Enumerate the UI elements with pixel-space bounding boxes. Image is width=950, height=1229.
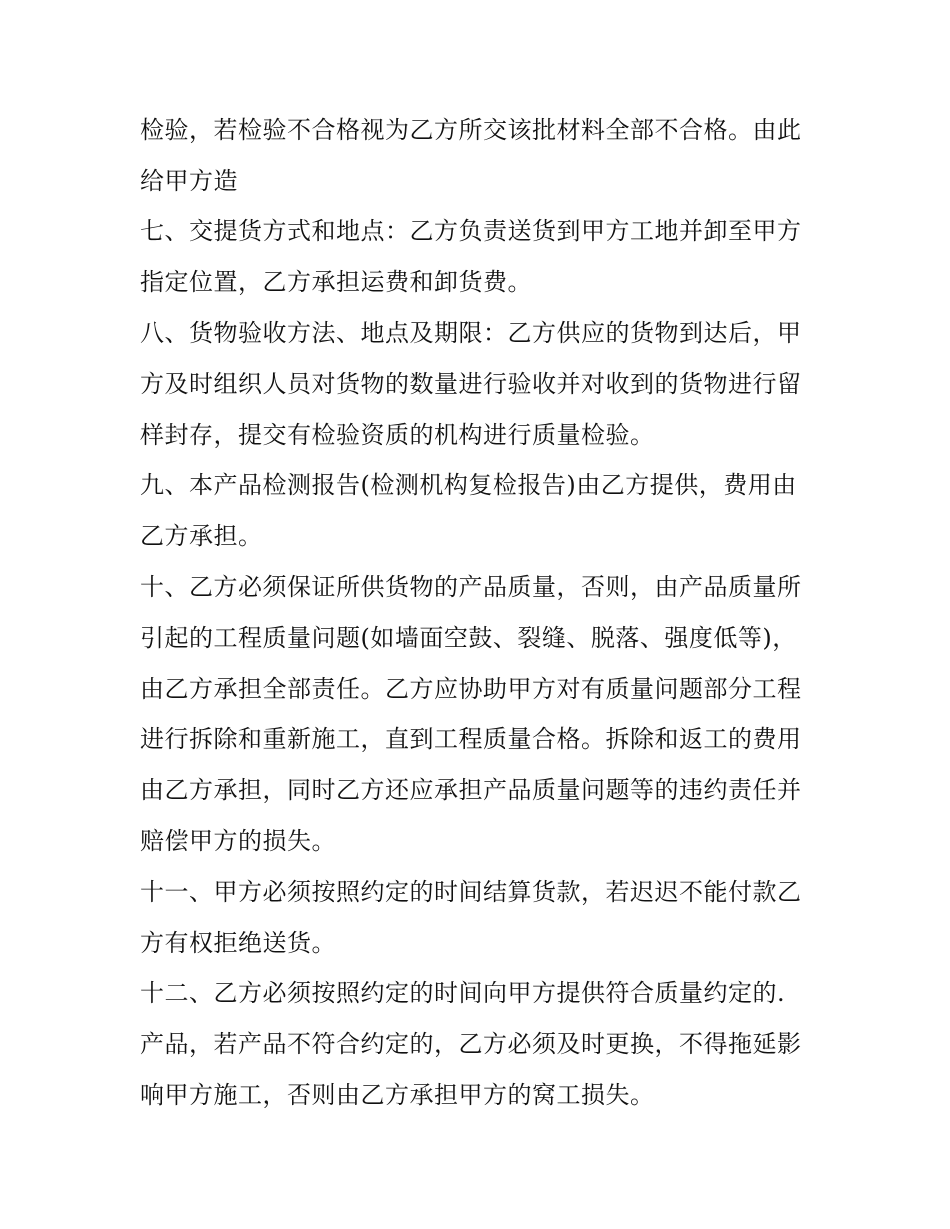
text-line: 十一、甲方必须按照约定的时间结算货款，若迟迟不能付款乙 — [140, 878, 802, 906]
text-line: 十二、乙方必须按照约定的时间向甲方提供符合质量约定的. — [140, 979, 786, 1007]
text-line: 赔偿甲方的损失。 — [140, 827, 336, 855]
text-line: 指定位置，乙方承担运费和卸货费。 — [140, 268, 532, 296]
text-line: 方及时组织人员对货物的数量进行验收并对收到的货物进行留 — [140, 370, 802, 398]
text-line: 引起的工程质量问题(如墙面空鼓、裂缝、脱落、强度低等)， — [140, 624, 797, 652]
text-line: 进行拆除和重新施工，直到工程质量合格。拆除和返工的费用 — [140, 725, 802, 753]
text-line: 十、乙方必须保证所供货物的产品质量，否则，由产品质量所 — [140, 573, 802, 601]
text-line: 产品，若产品不符合约定的，乙方必须及时更换，不得拖延影 — [140, 1030, 802, 1058]
text-line: 样封存，提交有检验资质的机构进行质量检验。 — [140, 421, 655, 449]
text-line: 七、交提货方式和地点：乙方负责送货到甲方工地并卸至甲方 — [140, 217, 802, 245]
text-line: 九、本产品检测报告(检测机构复检报告)由乙方提供，费用由 — [140, 471, 797, 499]
text-line: 给甲方造 — [140, 167, 238, 195]
text-line: 检验，若检验不合格视为乙方所交该批材料全部不合格。由此 — [140, 116, 802, 144]
text-line: 乙方承担。 — [140, 522, 263, 550]
text-line: 响甲方施工，否则由乙方承担甲方的窝工损失。 — [140, 1081, 655, 1109]
text-line: 方有权拒绝送货。 — [140, 929, 336, 957]
text-line: 八、货物验收方法、地点及期限：乙方供应的货物到达后，甲 — [140, 319, 802, 347]
text-line: 由乙方承担全部责任。乙方应协助甲方对有质量问题部分工程 — [140, 675, 802, 703]
text-line: 由乙方承担，同时乙方还应承担产品质量问题等的违约责任并 — [140, 776, 802, 804]
